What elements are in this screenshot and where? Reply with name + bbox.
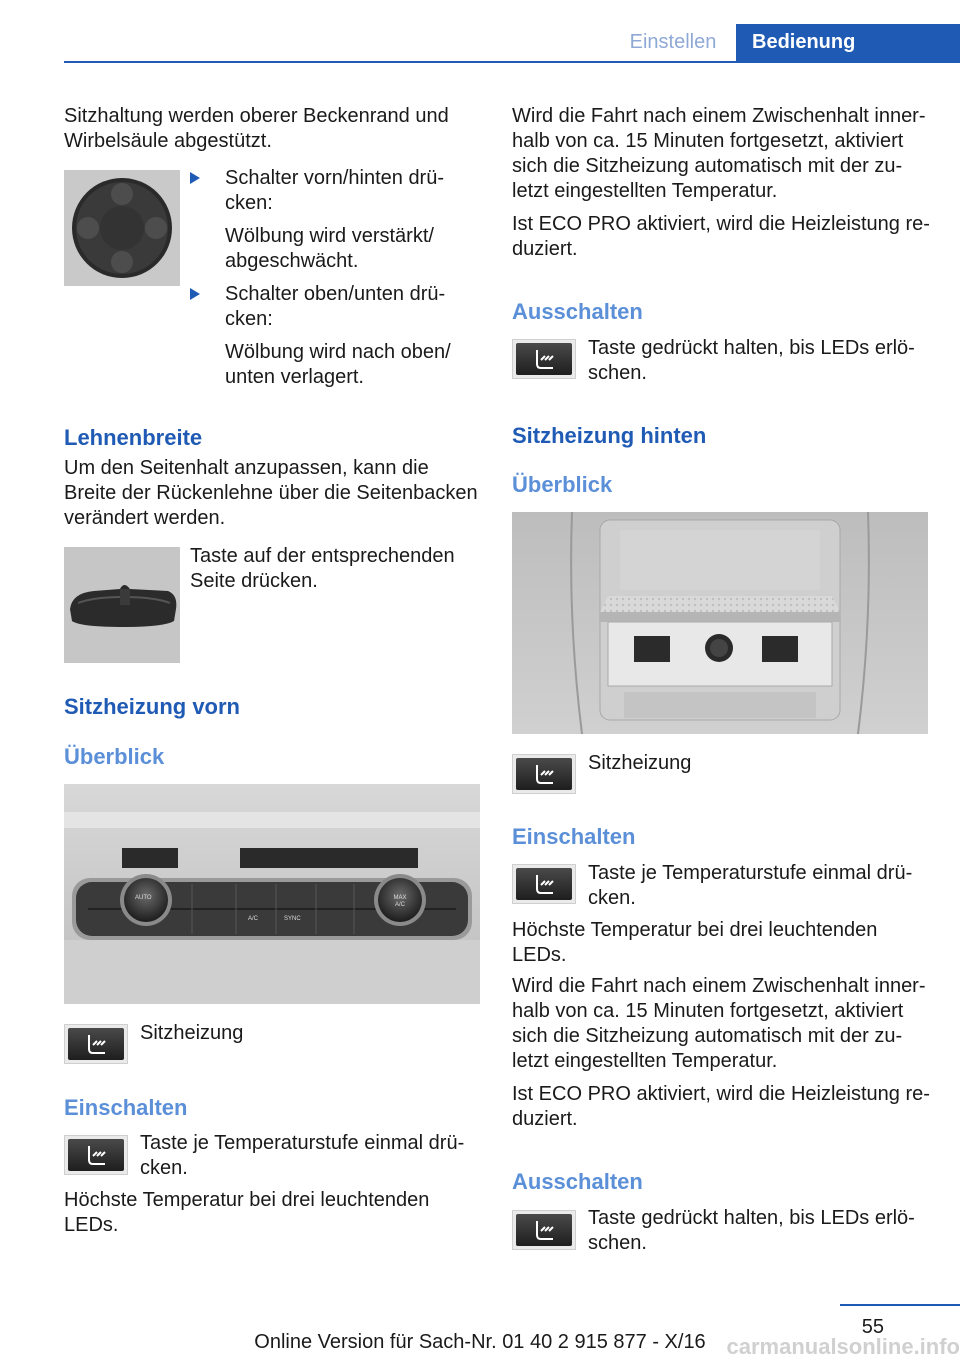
einschalten-text-hinten: Höchste Temperatur bei drei leuchtenden LEDs.: [512, 919, 878, 966]
panel-label-auto: AUTO: [135, 895, 152, 901]
tab-einstellen[interactable]: Einstellen: [629, 31, 717, 53]
heading-einschalten-vorn: Einschalten: [64, 1095, 188, 1120]
seat-heating-button-icon: [64, 1024, 128, 1064]
tab-bedienung[interactable]: Bedienung: [736, 24, 960, 61]
bullet-list: [0, 166, 480, 396]
heading-ausschalten-hinten: Ausschalten: [512, 1169, 643, 1194]
einschalten-text-vorn: Höchste Temperatur bei drei leuchtenden LEDs.: [64, 1189, 430, 1236]
ausschalten-caption-hinten: Taste gedrückt halten, bis LEDs erlö- schen.: [588, 1207, 915, 1254]
heading-ausschalten-vorn: Ausschalten: [512, 299, 643, 324]
ausschalten-caption-vorn: Taste gedrückt halten, bis LEDs erlö- schen.: [588, 337, 915, 384]
bullet-2: Schalter oben/unten drü- cken: Wölbung wird nach oben/ unten verlagert.: [225, 283, 451, 388]
heading-ueberblick-vorn: Überblick: [64, 744, 165, 769]
eco-text: Ist ECO PRO aktiviert, wird die Heizleistung re- duziert.: [512, 213, 930, 260]
panel-label-ac: A/C: [248, 916, 259, 922]
rear-console-image: [512, 512, 928, 734]
front-climate-panel-image: [64, 784, 480, 1004]
eco-text-hinten: Ist ECO PRO aktiviert, wird die Heizleistung re- duziert.: [512, 1083, 930, 1130]
heading-einschalten-hinten: Einschalten: [512, 824, 636, 849]
online-version-text: Online Version für Sach-Nr. 01 40 2 915 877 - X/16: [254, 1331, 706, 1353]
seat-heating-button-icon: [512, 864, 576, 904]
caption-sitzheizung-vorn: Sitzheizung: [140, 1022, 244, 1044]
heading-sitzheizung-vorn: Sitzheizung vorn: [64, 694, 240, 719]
lehnenbreite-text: Um den Seitenhalt anzupassen, kann die Breite der Rückenlehne über die Seitenbacken verändert werden.: [64, 457, 478, 529]
einschalten-caption-hinten: Taste je Temperaturstufe einmal drü- cken.: [588, 862, 913, 909]
backrest-width-button-image: [64, 547, 180, 663]
einschalten-caption-vorn: Taste je Temperaturstufe einmal drü- cken.: [140, 1132, 465, 1179]
seat-heating-button-icon: [64, 1135, 128, 1175]
seat-heating-button-icon: [512, 339, 576, 379]
seat-heating-button-icon: [512, 754, 576, 794]
page-number: 55: [861, 1316, 884, 1338]
heading-ueberblick-hinten: Überblick: [512, 472, 613, 497]
bullet-1: Schalter vorn/hinten drü- cken: Wölbung wird verstärkt/ abgeschwächt.: [225, 167, 445, 272]
panel-label-max-ac: MAX A/C: [393, 895, 407, 908]
heading-sitzheizung-hinten: Sitzheizung hinten: [512, 423, 707, 448]
seat-heating-button-icon: [512, 1210, 576, 1250]
footer-rule: [840, 1304, 960, 1306]
bullet-triangle-icon: [190, 166, 210, 191]
bullet-triangle-icon: [190, 282, 210, 307]
continuation-text: Wird die Fahrt nach einem Zwischenhalt inner- halb von ca. 15 Minuten fortgesetzt, aktiviert sich die Sitzheizung automatisch mit der zu- letzt eingestellten Temperatur.: [512, 105, 926, 202]
watermark: carmanualsonline.info: [726, 1334, 960, 1359]
caption-sitzheizung-hinten: Sitzheizung: [588, 752, 692, 774]
panel-label-sync: SYNC: [284, 916, 301, 922]
lehnenbreite-caption: Taste auf der entsprechenden Seite drücken.: [190, 545, 455, 592]
header-rule: [64, 61, 960, 63]
intro-text: Sitzhaltung werden oberer Beckenrand und Wirbelsäule abgestützt.: [64, 105, 449, 152]
heading-lehnenbreite: Lehnenbreite: [64, 425, 203, 450]
continuation-text-hinten: Wird die Fahrt nach einem Zwischenhalt inner- halb von ca. 15 Minuten fortgesetzt, aktiviert sich die Sitzheizung automatisch mit der zu- letzt eingestellten Temperatur.: [512, 975, 926, 1072]
